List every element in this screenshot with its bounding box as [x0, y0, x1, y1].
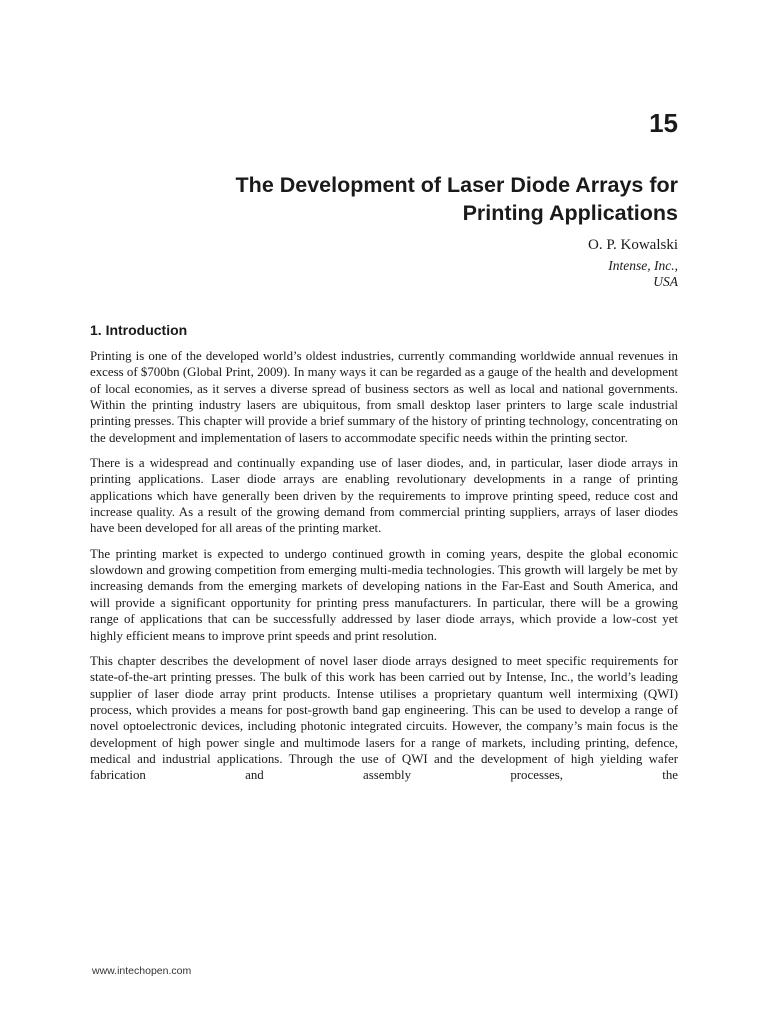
chapter-number: 15 [649, 108, 678, 138]
section-heading: 1. Introduction [90, 322, 188, 338]
affiliation-line-2: USA [653, 273, 678, 289]
chapter-title-line-2: Printing Applications [462, 201, 678, 225]
author-affiliation [608, 258, 678, 289]
author-name: O. P. Kowalski [587, 237, 678, 253]
paragraph: The printing market is expected to undergo continued growth in coming years, despite the global economic slowdown and growing competition from emerging multi-media technologies. This growth will largely be met by increasing demands from the emerging markets of developing nations in the Far-East and South America, and will provide a significant opportunity for printing press manufacturers. In particular, there will be a growing range of applications that can be successfully addressed by laser diode arrays, which provide a low-cost yet highly efficient means to improve print speeds and print resolution. [90, 546, 678, 643]
paragraph: Printing is one of the developed world’s oldest industries, currently commanding worldwide annual revenues in excess of $700bn (Global Print, 2009). In many ways it can be regarded as a gauge of the health and development of local economies, as it serves a diverse spread of business sectors as well as local and national governments. Within the printing industry lasers are ubiquitous, from small desktop laser printers to large scale industrial printing presses. This chapter will provide a brief summary of the history of printing technology, concentrating on the development and implementation of lasers to accommodate specific needs within the printing sector. [90, 349, 678, 445]
footer-url[interactable]: www.intechopen.com [92, 965, 192, 977]
paragraph: This chapter describes the development of novel laser diode arrays designed to meet specific requirements for state-of-the-art printing presses. The bulk of this work has been carried out by Intense, Inc., the world’s leading supplier of laser diode array print products. Intense utilises a proprietary quantum well intermixing (QWI) process, which provides a means for post-growth band gap engineering. This can be used to develop a range of novel optoelectronic devices, including photonic integrated circuits. However, the company’s main focus is the development of high power single and multimode lasers for a range of markets, including printing, defence, medical and industrial applications. Through the use of QWI and the development of high yielding wafer fabrication and assembly processes, the [90, 653, 678, 783]
body-text [90, 348, 678, 784]
chapter-title [118, 171, 678, 227]
affiliation-line-1: Intense, Inc., [608, 258, 678, 273]
chapter-title-line-1: The Development of Laser Diode Arrays for [235, 173, 678, 197]
paragraph: There is a widespread and continually expanding use of laser diodes, and, in particular, laser diode arrays in printing applications. Laser diode arrays are enabling revolutionary developments in a range of printing applications which have generally been driven by the requirements to improve printing speed, reduce cost and increase quality. As a result of the growing demand from commercial printing suppliers, arrays of laser diodes have been developed for all areas of the printing market. [90, 456, 678, 536]
